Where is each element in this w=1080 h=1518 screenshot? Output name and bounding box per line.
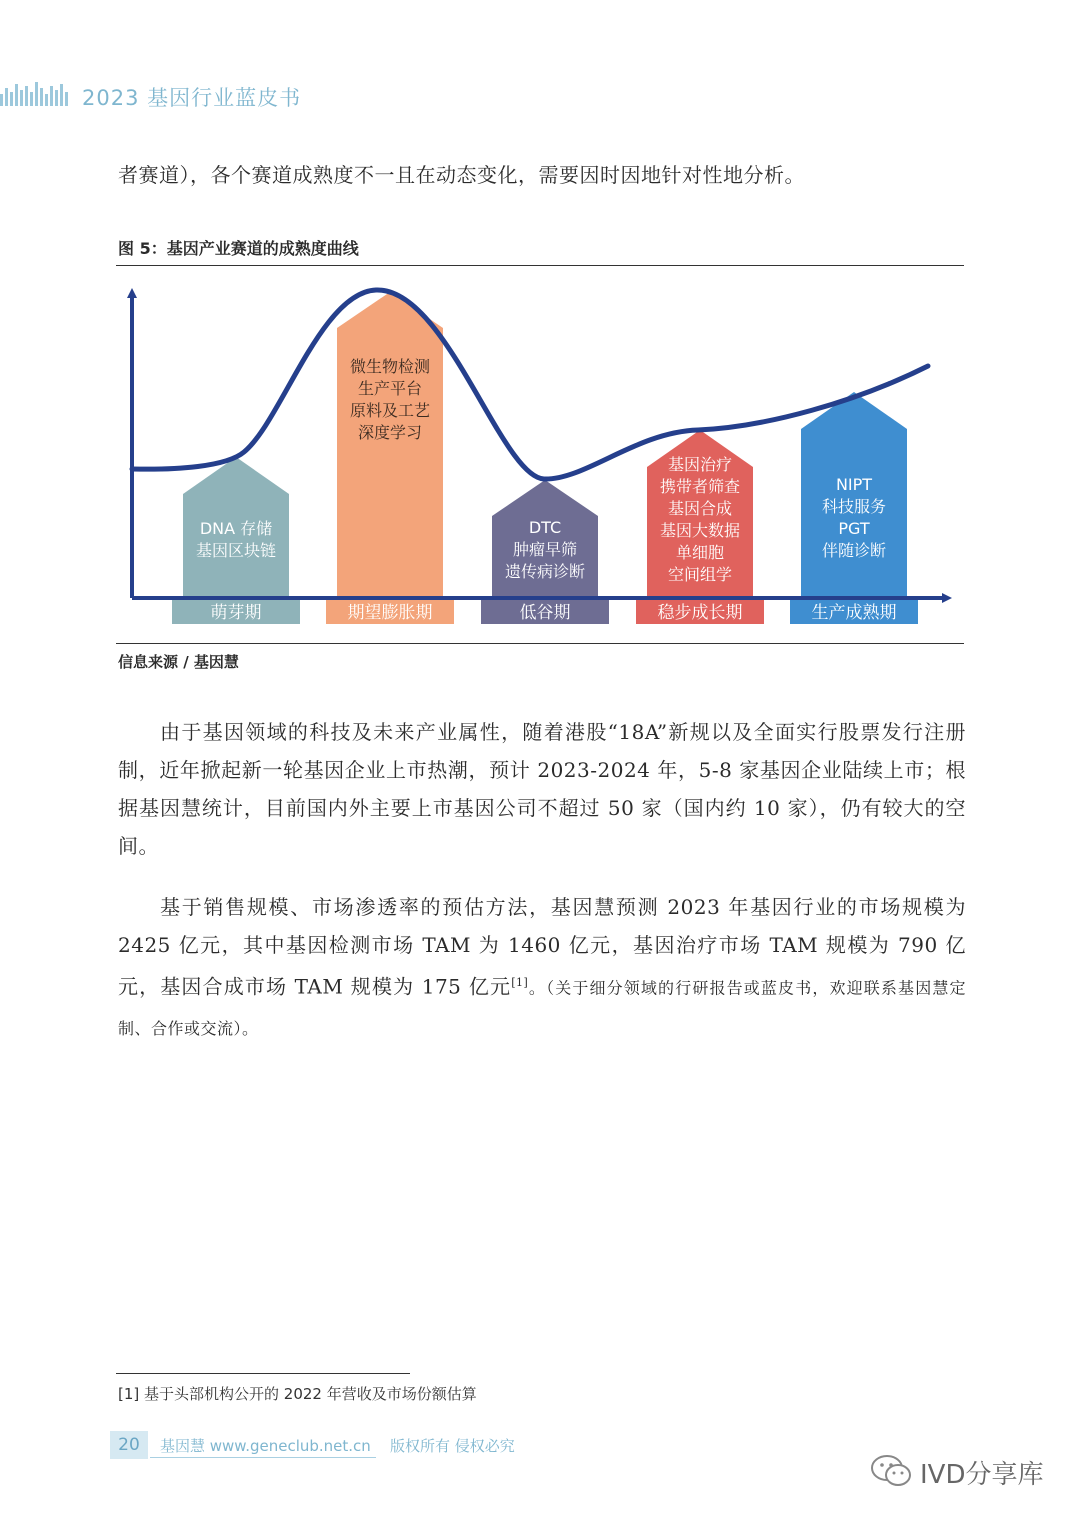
figure-bottom-rule bbox=[116, 643, 964, 644]
figure-source: 信息来源 / 基因慧 bbox=[118, 653, 239, 671]
stage-name-2: 期望膨胀期 bbox=[347, 603, 433, 623]
stage-item: 基因治疗 bbox=[667, 455, 733, 474]
header-barcode-decoration bbox=[0, 82, 72, 106]
stage-item: 携带者筛查 bbox=[659, 477, 741, 496]
stage-item: 空间组学 bbox=[667, 565, 733, 584]
figure-caption: 图 5：基因产业赛道的成熟度曲线 bbox=[118, 239, 359, 258]
stage-name-3: 低谷期 bbox=[519, 603, 571, 623]
stage-item: 肿瘤早筛 bbox=[512, 540, 578, 559]
stage-shape-5 bbox=[801, 392, 907, 596]
stage-item: DNA 存储 bbox=[199, 519, 273, 538]
figure-top-rule bbox=[116, 265, 964, 266]
stage-name-1: 萌芽期 bbox=[210, 603, 262, 623]
stage-name-5: 生产成熟期 bbox=[811, 603, 897, 623]
paragraph-market-size-main: 基于销售规模、市场渗透率的预估方法，基因慧预测 2023 年基因行业的市场规模为 2425 亿元，其中基因检测市场 TAM 为 1460 亿元，基因治疗市场 TAM 规模为 790 亿元，基因合成市场 TAM 规模为 175 亿元 bbox=[118, 895, 966, 999]
stage-item: NIPT bbox=[835, 475, 873, 494]
footnote-rule bbox=[116, 1373, 410, 1374]
stage-item: 生产平台 bbox=[357, 379, 423, 398]
stage-item: 微生物检测 bbox=[349, 357, 431, 376]
footer-site[interactable]: 基因慧 www.geneclub.net.cn bbox=[160, 1437, 371, 1455]
stage-item: 科技服务 bbox=[821, 497, 887, 516]
footer-rights: 版权所有 侵权必究 bbox=[390, 1437, 515, 1455]
stage-item: 基因区块链 bbox=[195, 541, 277, 560]
stage-item: 原料及工艺 bbox=[349, 401, 431, 420]
stage-item: 单细胞 bbox=[675, 543, 725, 562]
intro-text: 者赛道），各个赛道成熟度不一且在动态变化，需要因时因地针对性地分析。 bbox=[118, 163, 805, 187]
stage-shape-2 bbox=[337, 292, 443, 596]
watermark-text: IVD分享库 bbox=[920, 1460, 1044, 1490]
footnote-reference[interactable]: [1] bbox=[511, 976, 529, 989]
paragraph-market-size-note: 。（关于细分领域的行研报告或蓝皮书，欢迎联系基因慧定制、合作或交流）。 bbox=[118, 978, 966, 1038]
paragraph-ipo: 由于基因领域的科技及未来产业属性，随着港股“18A”新规以及全面实行股票发行注册制，近年掀起新一轮基因企业上市热潮，预计 2023-2024 年，5-8 家基因企业陆续上市；根据基因慧统计，目前国内外主要上市基因公司不超过 50 家（国内约 10 家），仍有较大的空间。 bbox=[118, 720, 966, 858]
document-title: 2023 基因行业蓝皮书 bbox=[82, 86, 302, 110]
stage-item: DTC bbox=[528, 518, 562, 537]
page-number: 20 bbox=[110, 1431, 148, 1459]
footnote-text: [1] 基于头部机构公开的 2022 年营收及市场份额估算 bbox=[118, 1385, 477, 1403]
footer-underline bbox=[150, 1457, 376, 1458]
stage-item: 伴随诊断 bbox=[821, 541, 887, 560]
stage-name-4: 稳步成长期 bbox=[657, 603, 743, 623]
stage-item: 基因大数据 bbox=[659, 521, 741, 540]
wechat-icon bbox=[870, 1454, 914, 1488]
stage-item: 遗传病诊断 bbox=[504, 562, 586, 581]
maturity-curve-diagram bbox=[116, 272, 966, 638]
stage-item: 深度学习 bbox=[357, 423, 423, 442]
stage-item: PGT bbox=[838, 519, 870, 538]
paragraph-market-size bbox=[118, 888, 966, 1048]
stage-item: 基因合成 bbox=[667, 499, 733, 518]
